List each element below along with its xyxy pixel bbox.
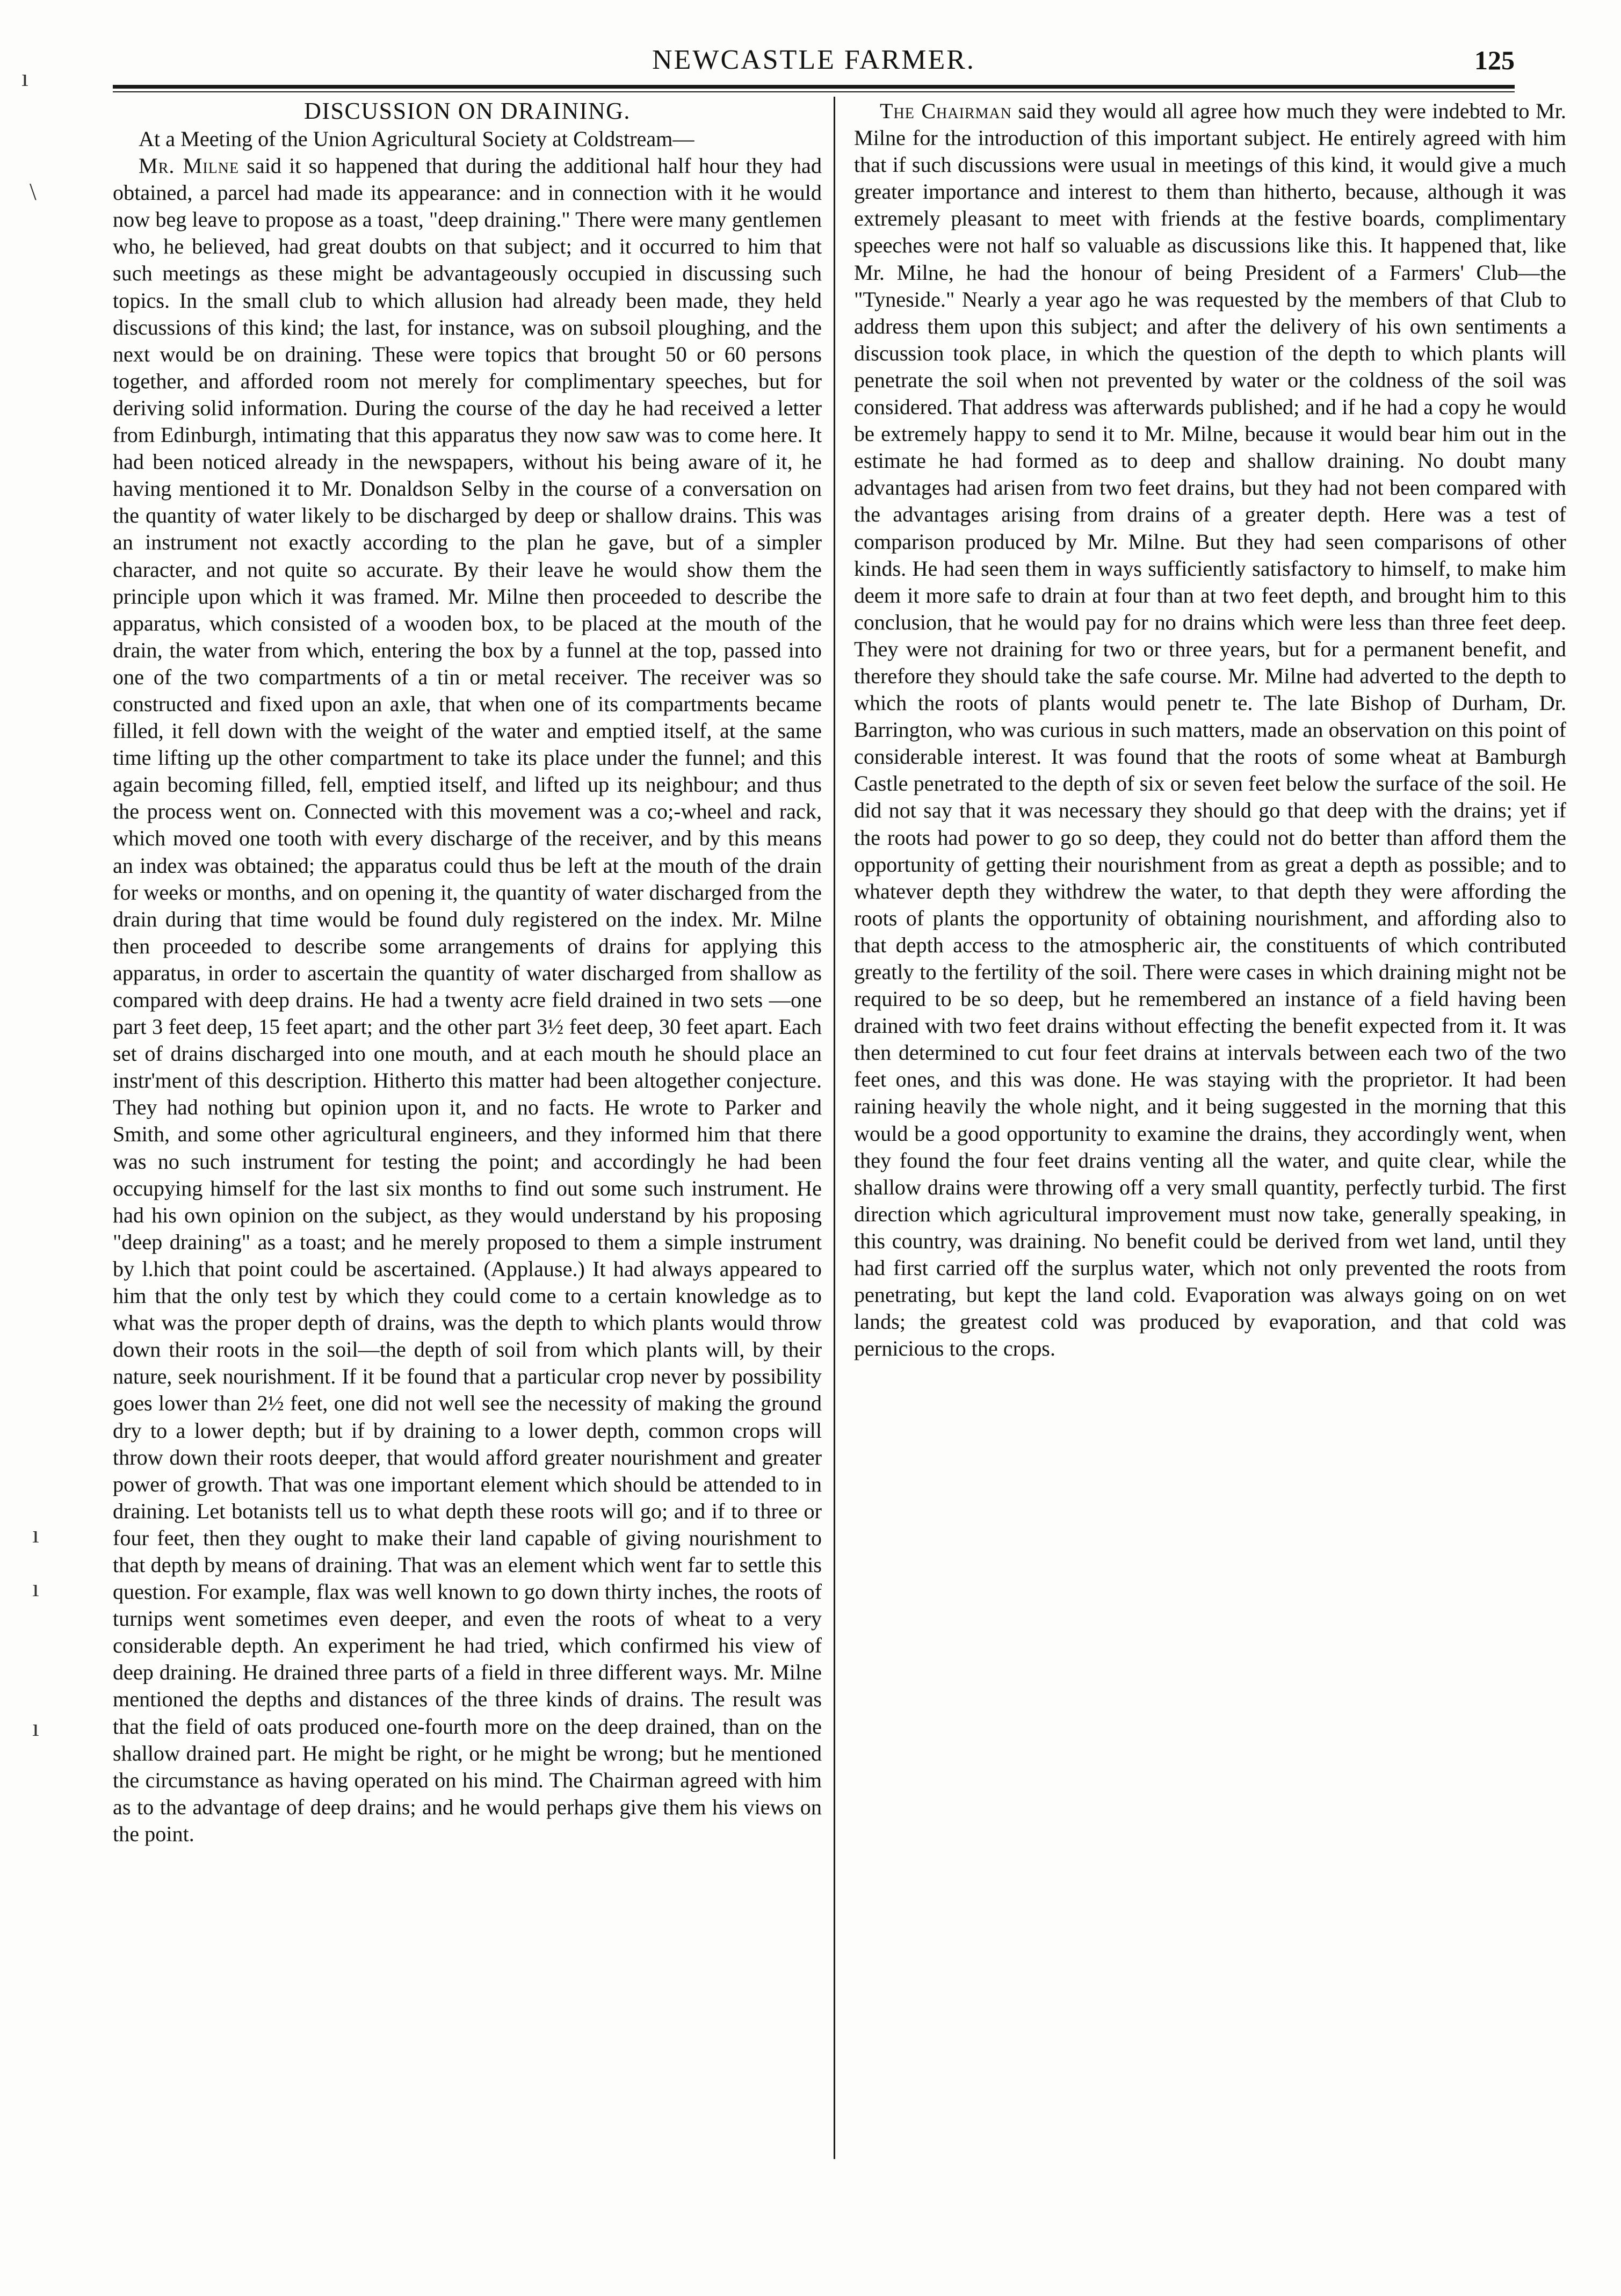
header-rule-thin (113, 91, 1515, 92)
margin-mark: ı (32, 1520, 39, 1548)
speaker-name: The Chairman (880, 99, 1012, 123)
running-head (113, 39, 1515, 82)
column-right (854, 98, 1566, 1362)
margin-mark: \ (30, 178, 37, 205)
page-number: 125 (1474, 45, 1515, 75)
margin-mark: ı (32, 1574, 39, 1602)
column-divider (834, 97, 835, 2159)
paragraph-milne (113, 153, 822, 1848)
header-rule-thick (113, 85, 1515, 89)
column-left (113, 98, 822, 1848)
paragraph-text: said it so happened that during the additional half hour they had obtained, a parcel had made its appearance: and in connection with it he would now beg leave to propose as a toast, "deep draining." There were many gentlemen who, he believed, had great doubts on that subject; and it occurred to him that such meetings as these might be advantageously occupied in discussing such topics. In the small club to which allusion had already been made, they held discussions of this kind; the last, for instance, was on subsoil ploughing, and the next would be on draining. These were topics that brought 50 or 60 persons together, and afforded room not merely for complimentary speeches, but for deriving solid information. During the course of the day he had received a letter from Edinburgh, intimating that this apparatus they now saw was to come here. It had been noticed already in the newspapers, without his being aware of it, he having mentioned it to Mr. Donaldson Selby in the course of a conversation on the quantity of water likely to be discharged by deep or shallow drains. This was an instrument not exactly according to the plan he gave, but of a simpler character, and not quite so accurate. By their leave he would show them the principle upon which it was framed. Mr. Milne then proceeded to describe the apparatus, which consisted of a wooden box, to be placed at the mouth of the drain, the water from which, entering the box by a funnel at the top, passed into one of the two compartments of a tin or metal receiver. The receiver was so constructed and fixed upon an axle, that when one of its compartments became filled, it fell down with the weight of the water and emptied itself, at the same time lifting up the other compartment to take its place under the funnel; and this again becoming filled, fell, emptied itself, and lifted up its neighbour; and thus the process went on. Connected with this movement was a co;-wheel and rack, which moved one tooth with every discharge of the receiver, and by this means an index was obtained; the apparatus could thus be left at the mouth of the drain for weeks or months, and on opening it, the quantity of water discharged from the drain during that time would be found duly registered on the index. Mr. Milne then proceeded to describe some arrangements of drains for applying this apparatus, in order to ascertain the quantity of water discharged from shallow as compared with deep drains. He had a twenty acre field drained in two sets —one part 3 feet deep, 15 feet apart; and the other part 3½ feet deep, 30 feet apart. Each set of drains discharged into one mouth, and at each mouth he should place an instr'ment of this description. Hitherto this matter had been altogether conjecture. They had nothing but opinion upon it, and no facts. He wrote to Parker and Smith, and some other agricultural engineers, and they informed him that there was no such instrument for testing the point; and accordingly he had been occupying himself for the last six months to find out some such instrument. He had his own opinion on the subject, as they would understand by his proposing "deep draining" as a toast; and he merely proposed to them a simple instrument by l.hich that point could be ascertained. (Applause.) It had always appeared to him that the only test by which they could come to a certain knowledge as to what was the proper depth of drains, was the depth to which plants would throw down their roots in the soil—the depth of soil from which plants will, by their nature, seek nourishment. If it be found that a particular crop never by possibility goes lower than 2½ feet, one did not well see the necessity of making the ground dry to a lower depth; but if by draining to a lower depth, common crops will throw down their roots deeper, that would afford greater nourishment and greater power of growth. That was one important element which should be attended to in draining. Let botanists tell us to what depth these roots will go; and if to three or four feet, then they ought to make their land capable of giving nourishment to that depth by means of draining. That was an element which went far to settle this question. For example, flax was well known to go down thirty inches, the roots of turnips went sometimes even deeper, and even the roots of wheat to a very considerable depth. An experiment he had tried, which confirmed his view of deep draining. He drained three parts of a field in three different ways. Mr. Milne mentioned the depths and distances of the three kinds of drains. The result was that the field of oats produced one-fourth more on the deep drained, than on the shallow drained part. He might be right, or he might be wrong; but he mentioned the circumstance as having operated on his mind. The Chairman agreed with him as to the advantage of deep drains; and he would perhaps give them his views on the point. (113, 154, 822, 1846)
intro-paragraph: At a Meeting of the Union Agricultural Society at Coldstream— (139, 127, 694, 151)
paragraph-chairman (854, 98, 1566, 1362)
margin-mark: ı (21, 64, 28, 91)
speaker-name: Mr. Milne (139, 154, 240, 178)
running-title: NEWCASTLE FARMER. (652, 45, 975, 75)
margin-mark: ı (32, 1714, 39, 1741)
paragraph-text: said they would all agree how much they were indebted to Mr. Milne for the introduction of this important subject. He entirely agreed with him that if such discussions were usual in meetings of this kind, it would give a much greater importance and interest to them than hitherto, because, although it was extremely pleasant to meet with friends at the festive boards, complimentary speeches were not half so valuable as discussions like this. It happened that, like Mr. Milne, he had the honour of being President of a Farmers' Club—the "Tyneside." Nearly a year ago he was requested by the members of that Club to address them upon this subject; and after the delivery of his own sentiments a discussion took place, in which the question of the depth to which plants will penetrate the soil when not prevented by water or the coldness of the soil was considered. That address was afterwards published; and if he had a copy he would be extremely happy to send it to Mr. Milne, because it would bear him out in the estimate he had formed as to deep and shallow draining. No doubt many advantages had arisen from two feet drains, but they had not been compared with the advantages arising from drains of a greater depth. Here was a test of comparison produced by Mr. Milne. But they had seen comparisons of other kinds. He had seen them in ways sufficiently satisfactory to himself, to make him deem it more safe to drain at four than at two feet depth, and brought him to this conclusion, that he would pay for no drains which were less than three feet deep. They were not draining for two or three years, but for a permanent benefit, and therefore they should take the safe course. Mr. Milne had adverted to the depth to which the roots of plants would penetr te. The late Bishop of Durham, Dr. Barrington, who was curious in such matters, made an observation on this point of considerable interest. It was found that the roots of some wheat at Bamburgh Castle penetrated to the depth of six or seven feet below the surface of the soil. He did not say that it was necessary they should go that deep with the drains; yet if the roots had power to go so deep, they could not do better than afford them the opportunity of getting their nourishment from as great a depth as possible; and to whatever depth they withdrew the water, to that depth they were affording the roots of plants the opportunity of obtaining nourishment, and affording also to that depth access to the atmospheric air, the constituents of which contributed greatly to the fertility of the soil. There were cases in which draining might not be required to be so deep, but he remembered an instance of a field having been drained with two feet drains without effecting the benefit expected from it. It was then determined to cut four feet drains at intervals between each two of the two feet ones, and this was done. He was staying with the proprietor. It had been raining heavily the whole night, and it being suggested in the morning that this would be a good opportunity to examine the drains, they accordingly went, when they found the four feet drains venting all the water, and quite clear, while the shallow drains were throwing off a very small quantity, perfectly turbid. The first direction which agricultural improvement must now take, generally speaking, in this country, was draining. No benefit could be derived from wet land, until they had first carried off the surplus water, which not only prevented the roots from penetrating, but kept the land cold. Evaporation was always going on on wet lands; the greatest cold was produced by evaporation, and that cold was pernicious to the crops. (854, 99, 1566, 1361)
article-title: DISCUSSION ON DRAINING. (304, 98, 631, 124)
